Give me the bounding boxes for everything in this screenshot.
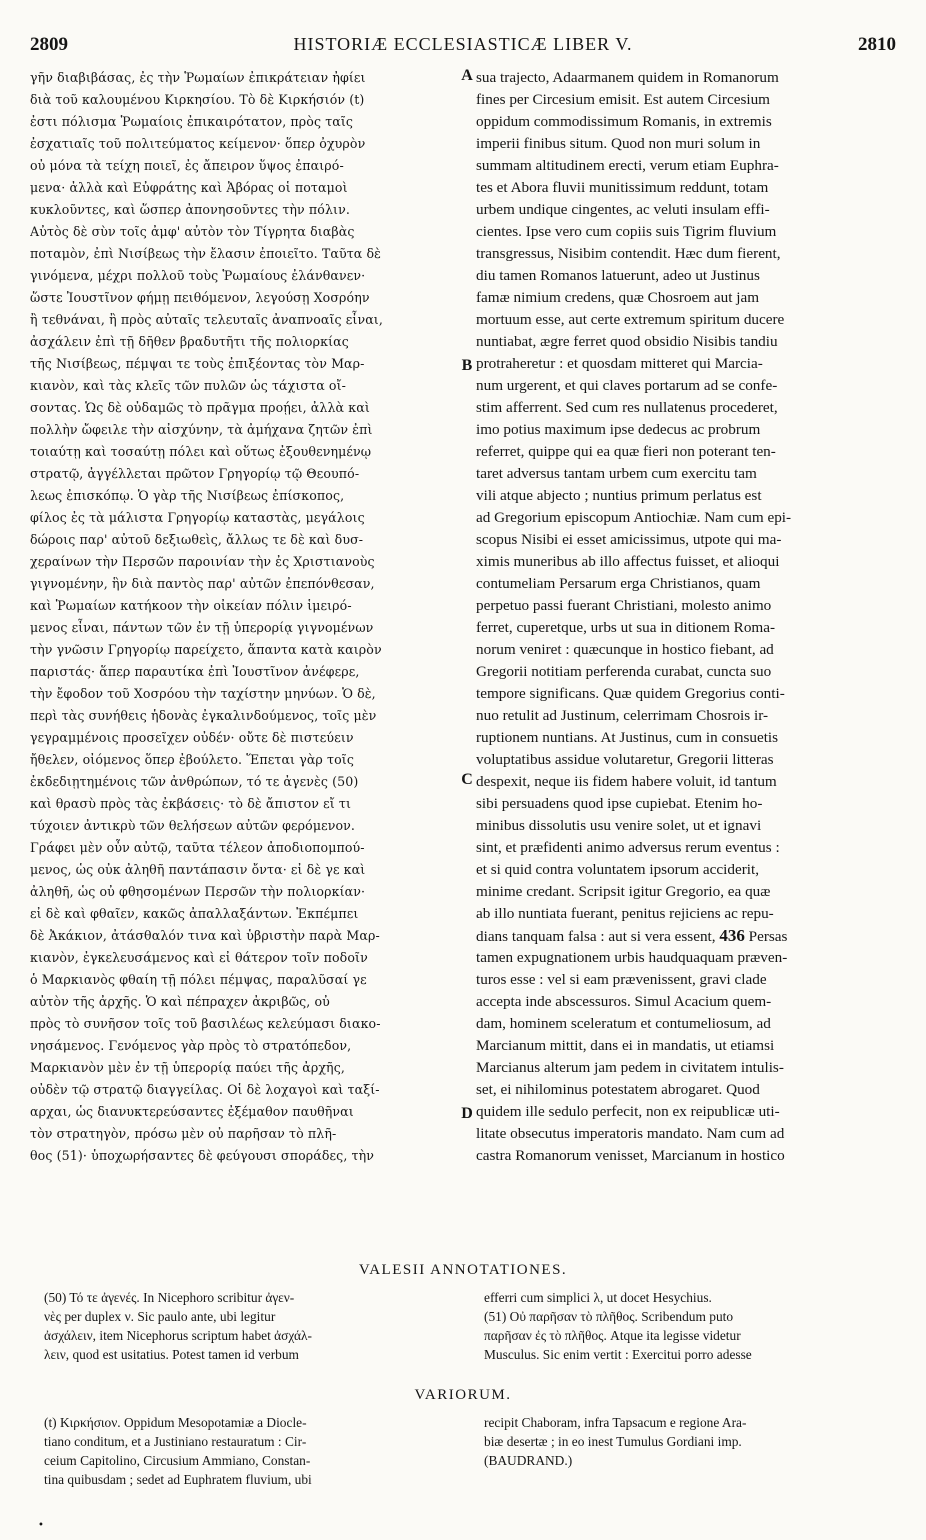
greek-line: καὶ θρασὺ πρὸς τὰς ἐκβάσεις· τὸ δὲ ἄπιστον εἴ τι bbox=[30, 796, 352, 811]
latin-line: ad Gregorium episcopum Antiochiæ. Nam cum epi- bbox=[476, 509, 792, 526]
greek-line: ὁ Μαρκιανὸς φθαίη τῇ πόλει πέμψας, παραλῦσαί γε bbox=[30, 972, 367, 987]
latin-line: scopus Nisibi ei esset amicissimus, utpote qui ma- bbox=[476, 531, 782, 548]
greek-line: μενος, ὡς οὐκ ἀληθῆ παντάπασιν ὄντα· εἰ δὲ γε καὶ bbox=[30, 862, 366, 877]
greek-line: διὰ τοῦ καλουμένου Κιρκησίου. Τὸ δὲ Κιρκήσιόν (t) bbox=[30, 92, 365, 107]
latin-line: Marcianum mittit, dans ei in mandatis, ut etiamsi bbox=[476, 1037, 775, 1054]
greek-line: ποταμὸν, ἐπὶ Νισίβεως τὴν ἔλασιν ἐποιεῖτο. Ταῦτα δὲ bbox=[30, 246, 382, 261]
greek-line: μενος εἶναι, πάντων τῶν ἐν τῇ ὑπερορίᾳ γιγνομένων bbox=[30, 620, 374, 635]
greek-line: σοντας. Ὡς δὲ οὐδαμῶς τὸ πρᾶγμα προῄει, ἀλλὰ καὶ bbox=[30, 400, 370, 415]
greek-line: αὐτὸν τῆς ἀρχῆς. Ὁ καὶ πέπραχεν ἀκριβῶς, οὐ bbox=[30, 994, 330, 1009]
latin-line: nuntiabat, ægre ferret quod obsidio Nisibis tandiu bbox=[476, 333, 778, 350]
valesii-heading: VALESII ANNOTATIONES. bbox=[358, 1262, 568, 1278]
latin-line: imperii finibus situm. Quod non muri solum in bbox=[476, 135, 761, 152]
greek-line: παριστάς· ἅπερ παραυτίκα ἐπὶ Ἰουστῖνον ἀνέφερε, bbox=[30, 664, 360, 679]
latin-line: transgressus, Nisibim contendit. Hæc dum fierent, bbox=[476, 245, 781, 262]
greek-line: τοιαύτῃ καὶ τοσαύτῃ πόλει καὶ οὕτως ἐξουθενημένῳ bbox=[30, 444, 372, 459]
greek-line: ἀληθῆ, ὡς οὐ φθησομένων Περσῶν τὴν πολιορκίαν· bbox=[30, 884, 366, 899]
latin-line: famæ nimium credens, quæ Chosroem aut jam bbox=[476, 289, 760, 306]
latin-line: diu tamen Romanos latuerunt, adeo ut Justinus bbox=[476, 267, 760, 284]
greek-line: οὐδὲν τῷ στρατῷ διαγγείλας. Οἱ δὲ λοχαγοὶ καὶ ταξί- bbox=[30, 1082, 380, 1097]
greek-line: γῆν διαβιβάσας, ἐς τὴν Ῥωμαίων ἐπικράτειαν ἠφίει bbox=[30, 70, 366, 85]
note-line: (50) Τό τε ἀγενές. In Nicephoro scribitur ἀγεν- bbox=[44, 1290, 295, 1305]
latin-line: litate obsecutus imperatoris mandato. Nam cum ad bbox=[476, 1125, 785, 1142]
latin-line: fines per Circesium emisit. Est autem Circesium bbox=[476, 91, 770, 108]
greek-line: κιανὸν, ἐγκελευσάμενος καὶ εἰ θάτερον τοῖν ποδοῖν bbox=[30, 950, 368, 965]
note-line: (BAUDRAND.) bbox=[484, 1453, 573, 1468]
greek-line: γεγραμμένοις προσεῖχεν οὐδέν· οὔτε δὲ πιστεύειν bbox=[30, 730, 354, 745]
greek-line: ἀσχάλειν ἐπὶ τῇ δῆθεν βραδυτῆτι τῆς πολιορκίας bbox=[30, 334, 349, 349]
latin-line: protraheretur : et quosdam mitteret qui Marcia- bbox=[476, 355, 763, 372]
greek-line: πολλὴν ὤφειλε τὴν αἰσχύνην, τὰ ἀμήχανα ζητῶν ἐπὶ bbox=[30, 422, 373, 437]
note-line: tina quibusdam ; sedet ad Euphratem fluvium, ubi bbox=[44, 1472, 312, 1487]
note-line: λειν, quod est usitatius. Potest tamen id verbum bbox=[44, 1347, 299, 1362]
greek-line: δώροις παρ' αὐτοῦ δεξιωθεὶς, ἄλλως τε δὲ καὶ δυσ- bbox=[30, 532, 364, 547]
latin-line: minibus dissolutis usu venire solet, ut et ignavi bbox=[476, 817, 762, 834]
latin-line: et si quid contra voluntatem ipsorum acciderit, bbox=[476, 861, 760, 878]
greek-line: τὸν στρατηγὸν, πρόσω μὲν οὐ παρῆσαν τὸ πλῆ- bbox=[30, 1126, 337, 1141]
margin-letter-c: C bbox=[461, 771, 473, 788]
latin-line: mortuum esse, aut certe extremum spiritum ducere bbox=[476, 311, 785, 328]
latin-line: vili atque abjecto ; nuntius primum perlatus est bbox=[476, 487, 762, 504]
folio-marker: 436 bbox=[719, 926, 745, 945]
page-number-right: 2810 bbox=[858, 34, 896, 55]
greek-line: νησάμενος. Γενόμενος γὰρ πρὸς τὸ στρατόπεδον, bbox=[30, 1038, 352, 1053]
latin-line: accepta inde abscessuros. Simul Acacium quem- bbox=[476, 993, 772, 1010]
running-head bbox=[30, 34, 896, 64]
latin-line: sint, et præfidenti animo adversus rerum eventus : bbox=[476, 839, 780, 856]
greek-line: ἐκδεδιῃτημένοις τῶν ἀνθρώπων, τό τε ἀγενὲς (50) bbox=[30, 774, 359, 789]
greek-line: καὶ Ῥωμαίων κατήκοον τὴν οἰκείαν πόλιν ἱμειρό- bbox=[30, 598, 352, 613]
latin-line: dians tanquam falsa : aut si vera essent, 436 Persas bbox=[476, 926, 788, 945]
latin-line: dam, hominem sceleratum et contumeliosum, ad bbox=[476, 1015, 771, 1032]
latin-line: norum veniret : quæcunque in hostico fiebant, ad bbox=[476, 641, 774, 658]
latin-line: cientes. Ipse vero cum copiis suis Tigrim fluvium bbox=[476, 223, 777, 240]
margin-letter-a: A bbox=[461, 67, 473, 84]
greek-text-column bbox=[30, 67, 458, 1167]
greek-line: τὴν ἔφοδον τοῦ Χοσρόου τὴν ταχίστην μηνύων. Ὁ δὲ, bbox=[30, 686, 376, 701]
latin-line: referret, quippe qui ea quæ fieri non poterant ten- bbox=[476, 443, 776, 460]
greek-line: θος (51)· ὑποχωρήσαντες δὲ φεύγουσι σποράδες, τὴν bbox=[30, 1148, 374, 1163]
latin-line: nuo retulit ad Justinum, celerrimam Chosrois ir- bbox=[476, 707, 769, 724]
note-line: biæ desertæ ; in eo inest Tumulus Gordiani imp. bbox=[484, 1434, 742, 1449]
latin-line: urbem undique cingentes, ac veluti insulam effi- bbox=[476, 201, 770, 218]
greek-line: δὲ Ἀκάκιον, ἀτάσθαλόν τινα καὶ ὑβριστὴν παρὰ Μαρ- bbox=[30, 928, 380, 943]
latin-line: imo potius maximum ipse dedecus ac probrum bbox=[476, 421, 761, 438]
note-line: Musculus. Sic enim vertit : Exercitui porro adesse bbox=[484, 1347, 752, 1362]
latin-line: voluptatibus assidue volutaretur, Gregorii litteras bbox=[476, 751, 774, 768]
latin-line: ruptionem nuntians. At Justinus, cum in consuetis bbox=[476, 729, 779, 746]
greek-line: φίλος ἐς τὰ μάλιστα Γρηγορίῳ καταστὰς, μεγάλοις bbox=[30, 510, 365, 525]
greek-line: κιανὸν, καὶ τὰς κλεῖς τῶν πυλῶν ὡς τάχιστα οἴ- bbox=[30, 378, 346, 393]
latin-line: minime credant. Scripsit igitur Gregorio, ea quæ bbox=[476, 883, 771, 900]
greek-line: κυκλοῦντες, καὶ ὥσπερ ἀπονησοῦντες τὴν πόλιν. bbox=[30, 202, 350, 217]
latin-line: summam altitudinem erecti, verum etiam Euphra- bbox=[476, 157, 779, 174]
margin-letter-b: B bbox=[461, 357, 473, 374]
greek-line: στρατῷ, ἀγγέλλεται πρῶτον Γρηγορίῳ τῷ Θεουπό- bbox=[30, 466, 360, 481]
greek-line: μενα· ἀλλὰ καὶ Εὐφράτης καὶ Ἀβόρας οἱ ποταμοὶ bbox=[30, 180, 348, 195]
note-line: tiano conditum, et a Justiniano restauratum : Cir- bbox=[44, 1434, 307, 1449]
note-line: ceium Capitolino, Circusium Ammiano, Constan- bbox=[44, 1453, 311, 1468]
greek-line: ἐστι πόλισμα Ῥωμαίοις ἐπικαιρότατον, πρὸς ταῖς bbox=[30, 114, 354, 129]
note-line: efferri cum simplici λ, ut docet Hesychius. bbox=[484, 1290, 712, 1305]
latin-line: quidem ille sedulo perfecit, non ex reipublicæ uti- bbox=[476, 1103, 780, 1120]
latin-line: perpetuo passi fuerant Christiani, molesto animo bbox=[476, 597, 772, 614]
note-line: νὲς per duplex ν. Sic paulo ante, ubi legitur bbox=[44, 1309, 276, 1324]
valesii-notes-right bbox=[484, 1288, 896, 1364]
footer-mark: • bbox=[38, 1520, 44, 1531]
latin-line: tempore significans. Quæ quidem Gregorius conti- bbox=[476, 685, 785, 702]
greek-line: τῆς Νισίβεως, πέμψαι τε τοὺς ἐπιξέοντας τὸν Μαρ- bbox=[30, 356, 365, 371]
note-line: recipit Chaboram, infra Tapsacum e regione Ara- bbox=[484, 1415, 747, 1430]
latin-line: contumeliam Persarum erga Christianos, quam bbox=[476, 575, 761, 592]
latin-line: Gregorii notitiam perferenda curabat, cuncta suo bbox=[476, 663, 772, 680]
greek-line: ἐσχατιαῖς τοῦ πολιτεύματος κείμενον· ὅπερ ὀχυρὸν bbox=[30, 136, 366, 151]
variorum-heading: VARIORUM. bbox=[414, 1387, 512, 1403]
greek-line: οὐ μόνα τὰ τείχη ποιεῖ, ἐς ἄπειρον ὕψος ἐπαιρό- bbox=[30, 158, 344, 173]
latin-line: Marcianus alterum jam pedem in civitatem intulis- bbox=[476, 1059, 784, 1076]
latin-line: set, ei nihilominus potestatem abrogaret. Quod bbox=[476, 1081, 760, 1098]
greek-line: εἰ δὲ καὶ φθαῖεν, κακῶς ἀπαλλαξάντων. Ἐκπέμπει bbox=[30, 906, 359, 921]
latin-line: num urgerent, et qui claves portarum ad se confe- bbox=[476, 377, 778, 394]
note-line: ἀσχάλειν, item Nicephorus scriptum habet ἀσχάλ- bbox=[44, 1328, 312, 1343]
variorum-notes-right bbox=[484, 1413, 896, 1470]
latin-line: sua trajecto, Adaarmanem quidem in Romanorum bbox=[476, 69, 779, 86]
page-number-left: 2809 bbox=[30, 34, 68, 55]
latin-line: stim afferrent. Sed cum res nullatenus procederet, bbox=[476, 399, 778, 416]
greek-line: ἢ τεθνάναι, ἢ πρὸς αὐταῖς τελευταῖς ἀναπνοαῖς εἶναι, bbox=[30, 312, 383, 327]
greek-line: αρχαι, ὡς διανυκτερεύσαντες ἐξέμαθον παυθῆναι bbox=[30, 1104, 354, 1119]
latin-line: turos esse : vel si eam prævenissent, gravi clade bbox=[476, 971, 767, 988]
greek-line: λεως ἐπισκόπῳ. Ὁ γὰρ τῆς Νισίβεως ἐπίσκοπος, bbox=[30, 488, 345, 503]
greek-line: Μαρκιανὸν μὲν ἐν τῇ ὑπερορίᾳ παύει τῆς ἀρχῆς, bbox=[30, 1060, 345, 1075]
latin-line: ximis muneribus ab illo affectus fuisset, et alioqui bbox=[476, 553, 780, 570]
margin-letter-d: D bbox=[461, 1105, 473, 1122]
latin-line: ferret, cuperetque, urbs ut sua in ditionem Roma- bbox=[476, 619, 776, 636]
latin-text-column bbox=[476, 67, 896, 1167]
greek-line: τύχοιεν ἀντικρὺ τῶν θελήσεων αὐτῶν φερόμενον. bbox=[30, 818, 356, 833]
greek-line: πρὸς τὸ συνῆσον τοῖς τοῦ βασιλέως κελεύμασι διακο- bbox=[30, 1016, 381, 1031]
note-line: (t) Κιρκήσιον. Oppidum Mesopotamiæ a Diocle- bbox=[44, 1415, 307, 1430]
greek-line: Αὐτὸς δὲ σὺν τοῖς ἀμφ' αὐτὸν τὸν Τίγρητα διαβὰς bbox=[30, 224, 355, 239]
latin-line: castra Romanorum venisset, Marcianum in hostico bbox=[476, 1147, 785, 1164]
greek-line: περὶ τὰς συνήθεις ἡδονὰς ἐγκαλινδούμενος, τοῖς μὲν bbox=[30, 708, 377, 723]
greek-line: ἤθελεν, οἰόμενος ὅπερ ἐβούλετο. Ἕπεται γὰρ τοῖς bbox=[30, 752, 354, 767]
greek-line: γινόμενα, μέχρι πολλοῦ τοὺς Ῥωμαίους ἐλάνθανεν· bbox=[30, 268, 366, 283]
note-line: παρῆσαν ἐς τὸ πλῆθος. Atque ita legisse videtur bbox=[484, 1328, 741, 1343]
latin-line: oppidum commodissimum Romanis, in extremis bbox=[476, 113, 772, 130]
latin-line: ab illo nuntiata fuerant, penitus rejiciens ac repu- bbox=[476, 905, 774, 922]
latin-line: despexit, neque iis fidem habere voluit, id tantum bbox=[476, 773, 777, 790]
greek-line: Γράφει μὲν οὖν αὐτῷ, ταῦτα τέλεον ἀποδιοπομπού- bbox=[30, 840, 365, 855]
greek-line: ὥστε Ἰουστῖνον φήμῃ πειθόμενον, λεγούσῃ Χοσρόην bbox=[30, 290, 370, 305]
latin-line: tes et Abora fluvii munitissimum reddunt, totam bbox=[476, 179, 769, 196]
variorum-notes-left bbox=[44, 1413, 458, 1489]
valesii-notes-left bbox=[44, 1288, 458, 1364]
note-line: (51) Οὐ παρῆσαν τὸ πλῆθος. Scribendum puto bbox=[484, 1309, 734, 1324]
latin-line: sibi persuadens quod ipse cupiebat. Etenim ho- bbox=[476, 795, 763, 812]
running-title: HISTORIÆ ECCLESIASTICÆ LIBER V. bbox=[293, 34, 633, 54]
latin-line: taret adversus tantam urbem cum exercitu tam bbox=[476, 465, 757, 482]
greek-line: χεραίνων τὴν Περσῶν παροινίαν τὴν ἐς Χριστιανοὺς bbox=[30, 554, 375, 569]
greek-line: τὴν γνῶσιν Γρηγορίῳ παρείχετο, ἅπαντα κατὰ καιρὸν bbox=[30, 642, 382, 657]
greek-line: γιγνομένην, ἣν διὰ παντὸς παρ' αὐτῶν ἐπεπόνθεσαν, bbox=[30, 576, 375, 591]
latin-line: tamen expugnationem urbis haudquaquam præven- bbox=[476, 949, 788, 966]
